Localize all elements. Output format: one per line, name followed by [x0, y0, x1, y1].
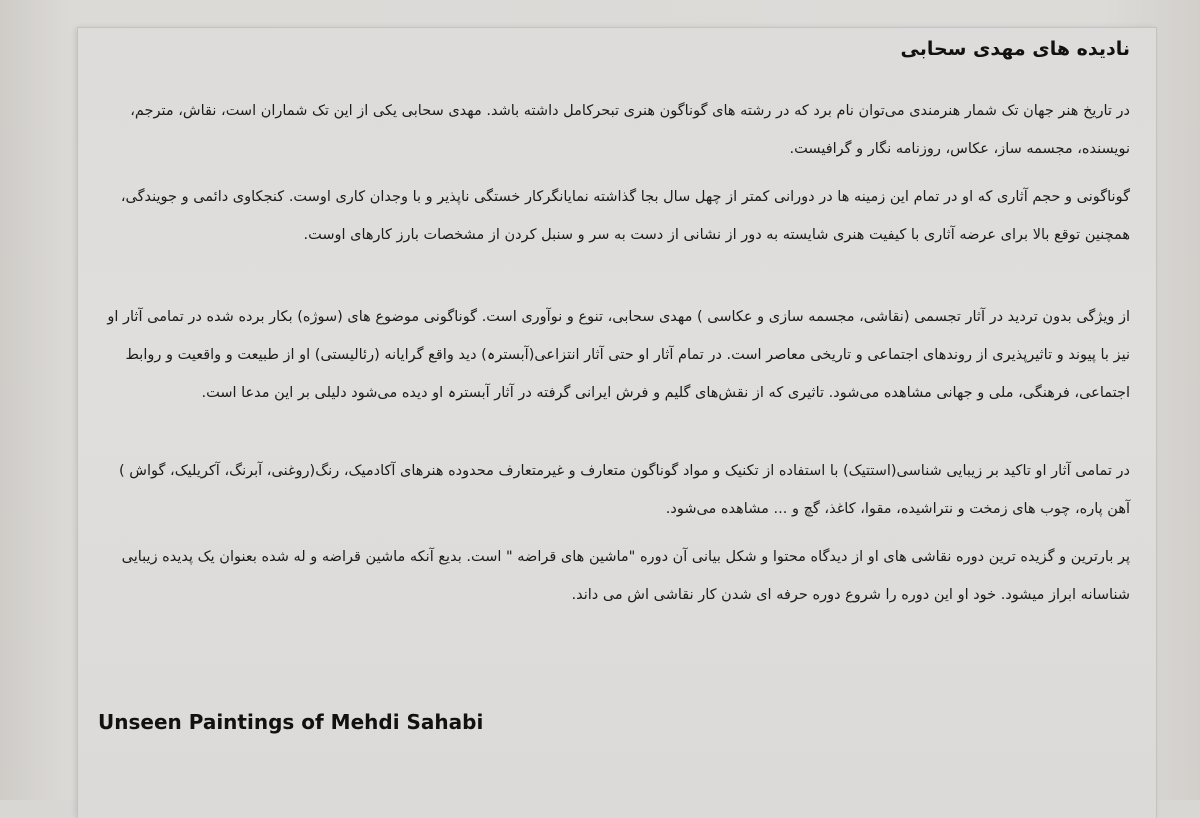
paragraph-2: گوناگونی و حجم آثاری که او در تمام این زمینه ها در دورانی کمتر از چهل سال بجا گذاشته نمایانگرکار خستگی ناپذیر و با وجدان کاری اوست. کنجکاوی دائمی و جویندگی، همچنین توقع بالا برای عرضه آثاری با کیفیت هنری شایسته به دور از نشانی از دست به سر و سنبل کردن از مشخصات بارز کارهای اوست.: [120, 189, 1130, 243]
paragraph-3: از ویژگی بدون تردید در آثار تجسمی (نقاشی، مجسمه سازی و عکاسی ) مهدی سحابی، تنوع و نوآوری است. گوناگونی موضوع های (سوژه) بکار برده شده در تمامی آثار او نیز با پیوند و تاثیرپذیری از روندهای اجتماعی و تاریخی معاصر است. در تمام آثار او حتی آثار انتزاعی(آبسترہ) دید واقع گرایانه (رئالیستی) او از طبیعت و واقعیت و روابط اجتماعی، فرهنگی، ملی و جهانی مشاهده می‌شود. تاثیری که از نقش‌های گلیم و فرش ایرانی گرفته در آثار آبسترہ او دیده می‌شود دلیلی بر این مدعا است.: [107, 309, 1130, 401]
persian-title: نادیده های مهدی سحابی: [900, 38, 1130, 60]
paragraph-1: در تاریخ هنر جهان تک شمار هنرمندی می‌توان نام برد که در رشته های گوناگون هنری تبحرکامل داشته باشد. مهدی سحابی یکی از این تک شماران است، نقاش، مترجم، نویسنده، مجسمه ساز، عکاس، روزنامه نگار و گرافیست.: [130, 103, 1130, 157]
paragraph-5: پر بارترین و گزیده ترین دوره نقاشی های او از دیدگاه محتوا و شکل بیانی آن دوره "ماشین های قراضه " است. بدیع آنکه ماشین قراضه و له شده بعنوان یک پدیده زیبایی شناسانه ابراز میشود. خود او این دوره را شروع دوره حرفه ای شدن کار نقاشی اش می داند.: [121, 549, 1130, 603]
english-title: Unseen Paintings of Mehdi Sahabi: [98, 710, 484, 734]
paragraph-4: در تمامی آثار او تاکید بر زیبایی شناسی(استتیک) با استفاده از تکنیک و مواد گوناگون متعارف و غیرمتعارف محدوده هنرهای آکادمیک، رنگ(روغنی، آبرنگ، آکریلیک، گواش ) آهن پاره، چوب های زمخت و نتراشیده، مقوا، کاغذ، گچ و ... مشاهده می‌شود.: [119, 463, 1130, 517]
